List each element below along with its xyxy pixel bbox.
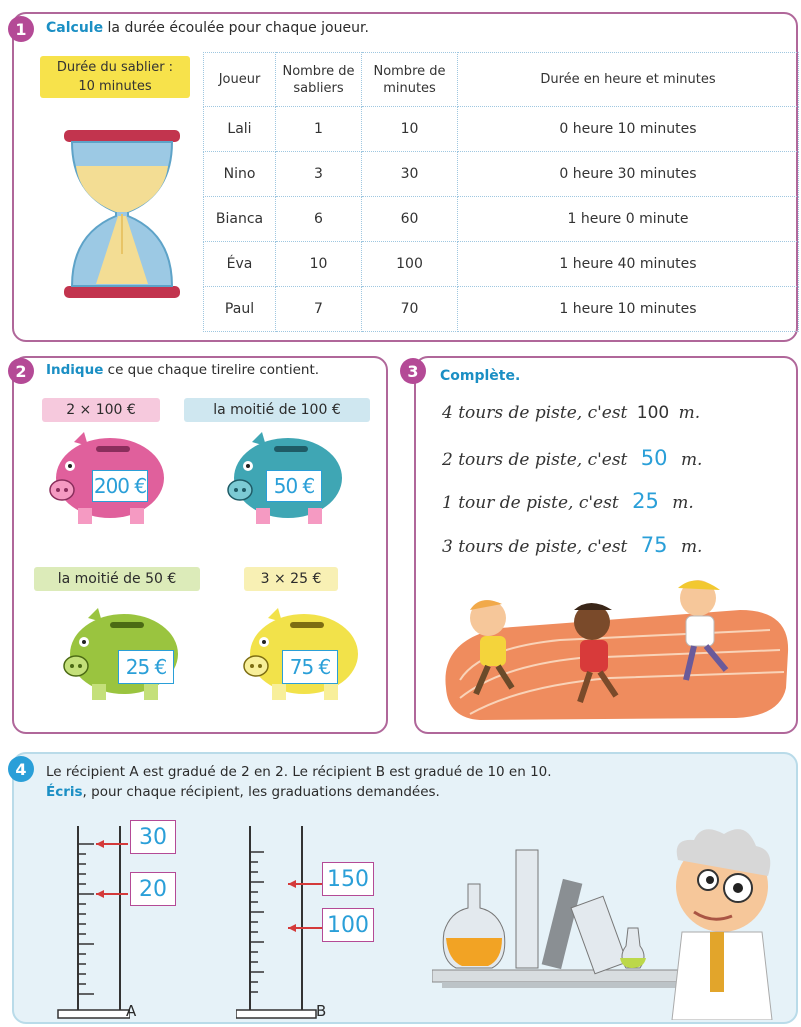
cell-joueur: Lali [204, 107, 276, 152]
hourglass-illustration [52, 124, 192, 304]
cell-joueur: Paul [204, 287, 276, 332]
exercise-1-keyword: Calcule [46, 20, 104, 36]
table-row [204, 287, 799, 332]
sablier-label-line1: Durée du sablier : [56, 60, 174, 75]
phrase-text: 2 tours de piste, c'est [442, 450, 628, 470]
cell-minutes: 10 [362, 107, 458, 152]
cylinder-a-label: A [126, 1002, 137, 1020]
exercise-4-number: 4 [8, 756, 34, 782]
phrase-answer[interactable]: 50 [640, 446, 668, 470]
phrase-unit: m. [680, 537, 703, 557]
cell-minutes-answer[interactable]: 60 [362, 197, 458, 242]
header-joueur: Joueur [204, 53, 276, 107]
phrase-line-3 [442, 489, 694, 513]
table-row [204, 152, 799, 197]
bank-3-label: la moitié de 50 € [34, 567, 200, 591]
graduated-cylinder-a [50, 822, 130, 1022]
phrase-unit: m. [678, 403, 701, 423]
bank-2-value[interactable]: 50 € [266, 470, 322, 502]
bank-1-value[interactable]: 200 € [92, 470, 148, 502]
cell-duree-answer[interactable]: 1 heure 0 minute [458, 197, 799, 242]
bank-3-value[interactable]: 25 € [118, 650, 174, 684]
bank-1-label: 2 × 100 € [42, 398, 160, 422]
header-sabliers: Nombre de sabliers [276, 53, 362, 107]
cylinder-b-graduation-bottom[interactable]: 100 [322, 908, 374, 942]
exercise-4-instruction-text: , pour chaque récipient, les graduations demandées. [82, 784, 440, 800]
cylinder-b-label: B [316, 1002, 327, 1020]
exercise-3-instruction [440, 368, 520, 384]
exercise-4-line-1: Le récipient A est gradué de 2 en 2. Le récipient B est gradué de 10 en 10. [46, 764, 552, 780]
sablier-label-line2: 10 minutes [78, 79, 152, 94]
graduated-cylinder-b [236, 822, 326, 1022]
exercise-2-instruction-text: ce que chaque tirelire contient. [103, 362, 320, 378]
cell-joueur: Nino [204, 152, 276, 197]
table-header-row [204, 53, 799, 107]
cell-duree-answer[interactable]: 0 heure 30 minutes [458, 152, 799, 197]
running-track-illustration [440, 570, 792, 722]
scientist-lab-illustration [432, 820, 792, 1020]
bank-4-value[interactable]: 75 € [282, 650, 338, 684]
cell-minutes-answer[interactable]: 100 [362, 242, 458, 287]
bank-2-label: la moitié de 100 € [184, 398, 370, 422]
phrase-answer[interactable]: 75 [640, 533, 668, 557]
cell-duree: 0 heure 10 minutes [458, 107, 799, 152]
cell-sabliers: 7 [276, 287, 362, 332]
cell-joueur: Éva [204, 242, 276, 287]
durations-table [203, 52, 799, 332]
cell-duree-answer[interactable]: 1 heure 40 minutes [458, 242, 799, 287]
cylinder-a-graduation-top[interactable]: 30 [130, 820, 176, 854]
cell-duree-answer[interactable]: 1 heure 10 minutes [458, 287, 799, 332]
cylinder-b-graduation-top[interactable]: 150 [322, 862, 374, 896]
table-row [204, 107, 799, 152]
phrase-unit: m. [680, 450, 703, 470]
exercise-2-instruction [46, 362, 319, 378]
phrase-text: 1 tour de piste, c'est [442, 493, 619, 513]
table-row [204, 197, 799, 242]
exercise-2-keyword: Indique [46, 362, 104, 378]
phrase-answer[interactable]: 25 [632, 489, 659, 513]
cell-minutes-answer[interactable]: 70 [362, 287, 458, 332]
exercise-1-instruction [46, 20, 369, 36]
exercise-1-instruction-text: la durée écoulée pour chaque joueur. [103, 20, 369, 36]
cell-sabliers: 10 [276, 242, 362, 287]
cell-sabliers: 3 [276, 152, 362, 197]
header-duree: Durée en heure et minutes [458, 53, 799, 107]
phrase-line-4 [442, 533, 702, 557]
exercise-2-number: 2 [8, 358, 34, 384]
phrase-value-given: 100 [636, 403, 670, 423]
cell-joueur: Bianca [204, 197, 276, 242]
exercise-3-number: 3 [400, 358, 426, 384]
cylinder-a-graduation-bottom[interactable]: 20 [130, 872, 176, 906]
cell-minutes-answer[interactable]: 30 [362, 152, 458, 197]
exercise-3-keyword: Complète. [440, 368, 521, 384]
phrase-text: 3 tours de piste, c'est [442, 537, 628, 557]
phrase-line-2 [442, 446, 702, 470]
phrase-text: 4 tours de piste, c'est [442, 403, 628, 423]
phrase-unit: m. [672, 493, 694, 513]
phrase-line-1 [442, 403, 700, 423]
sablier-label [40, 56, 190, 98]
header-minutes: Nombre de minutes [362, 53, 458, 107]
exercise-1-number: 1 [8, 16, 34, 42]
exercise-4-line-2 [46, 784, 440, 800]
cell-sabliers: 1 [276, 107, 362, 152]
bank-4-label: 3 × 25 € [244, 567, 338, 591]
table-row [204, 242, 799, 287]
cell-sabliers: 6 [276, 197, 362, 242]
exercise-4-keyword: Écris [46, 784, 83, 800]
